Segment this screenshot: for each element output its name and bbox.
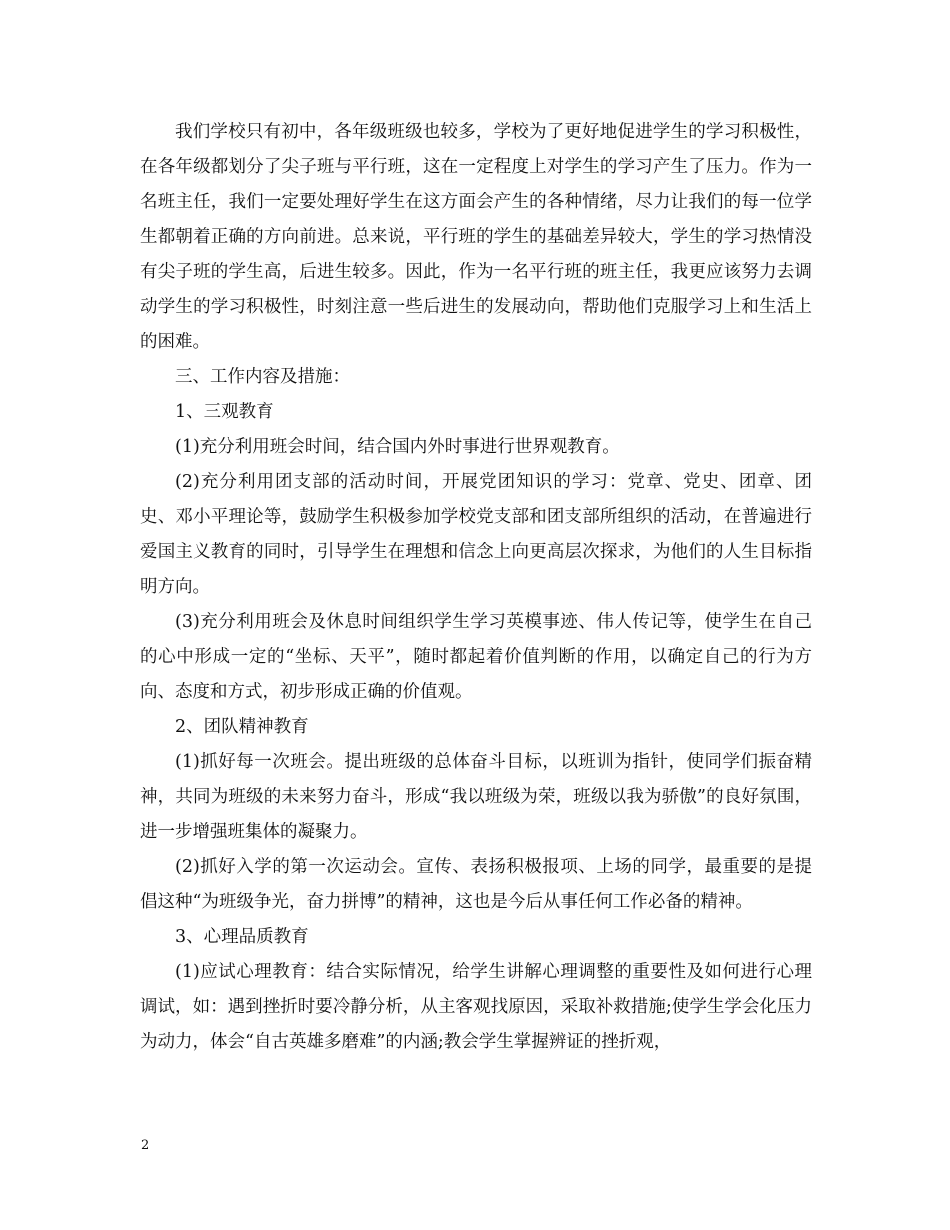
page-number: 2 [141,1138,150,1153]
paragraph-item: (1)充分利用班会时间，结合国内外时事进行世界观教育。 [175,437,620,457]
document-body [140,115,812,1060]
subheading-three-views: 1、三观教育 [175,402,274,422]
paragraph-item: (2)充分利用团支部的活动时间，开展党团知识的学习：党章、党史、团章、团史、邓小平理论等，鼓励学生积极参加学校党支部和团支部所组织的活动，在普遍进行爱国主义教育的同时，引导学生在理想和信念上向更高层次探求，为他们的人生目标指明方向。 [140,472,812,597]
heading-section-3: 三、工作内容及措施： [175,367,350,387]
paragraph-item: (3)充分利用班会及休息时间组织学生学习英模事迹、伟人传记等，使学生在自己的心中形成一定的“坐标、天平”，随时都起着价值判断的作用，以确定自己的行为方向、态度和方式，初步形成正确的价值观。 [140,612,812,702]
paragraph-item: (1)应试心理教育：结合实际情况，给学生讲解心理调整的重要性及如何进行心理调试，如：遇到挫折时要冷静分析，从主客观找原因，采取补救措施;使学生学会化压力为动力，体会“自古英雄多磨难”的内涵;教会学生掌握辨证的挫折观， [140,962,812,1052]
paragraph-item: (1)抓好每一次班会。提出班级的总体奋斗目标，以班训为指针，使同学们振奋精神，共同为班级的未来努力奋斗，形成“我以班级为荣，班级以我为骄傲”的良好氛围，进一步增强班集体的凝聚力。 [140,752,812,842]
subheading-team-spirit: 2、团队精神教育 [175,717,309,737]
paragraph-item: (2)抓好入学的第一次运动会。宣传、表扬积极报项、上场的同学，最重要的是提倡这种“为班级争光，奋力拼博”的精神，这也是今后从事任何工作必备的精神。 [140,857,812,912]
subheading-psychology: 3、心理品质教育 [175,927,309,947]
paragraph-intro: 我们学校只有初中，各年级班级也较多，学校为了更好地促进学生的学习积极性，在各年级都划分了尖子班与平行班，这在一定程度上对学生的学习产生了压力。作为一名班主任，我们一定要处理好学生在这方面会产生的各种情绪，尽力让我们的每一位学生都朝着正确的方向前进。总来说，平行班的学生的基础差异较大，学生的学习热情没有尖子班的学生高，后进生较多。因此，作为一名平行班的班主任，我更应该努力去调动学生的学习积极性，时刻注意一些后进生的发展动向，帮助他们克服学习上和生活上的困难。 [140,122,812,352]
